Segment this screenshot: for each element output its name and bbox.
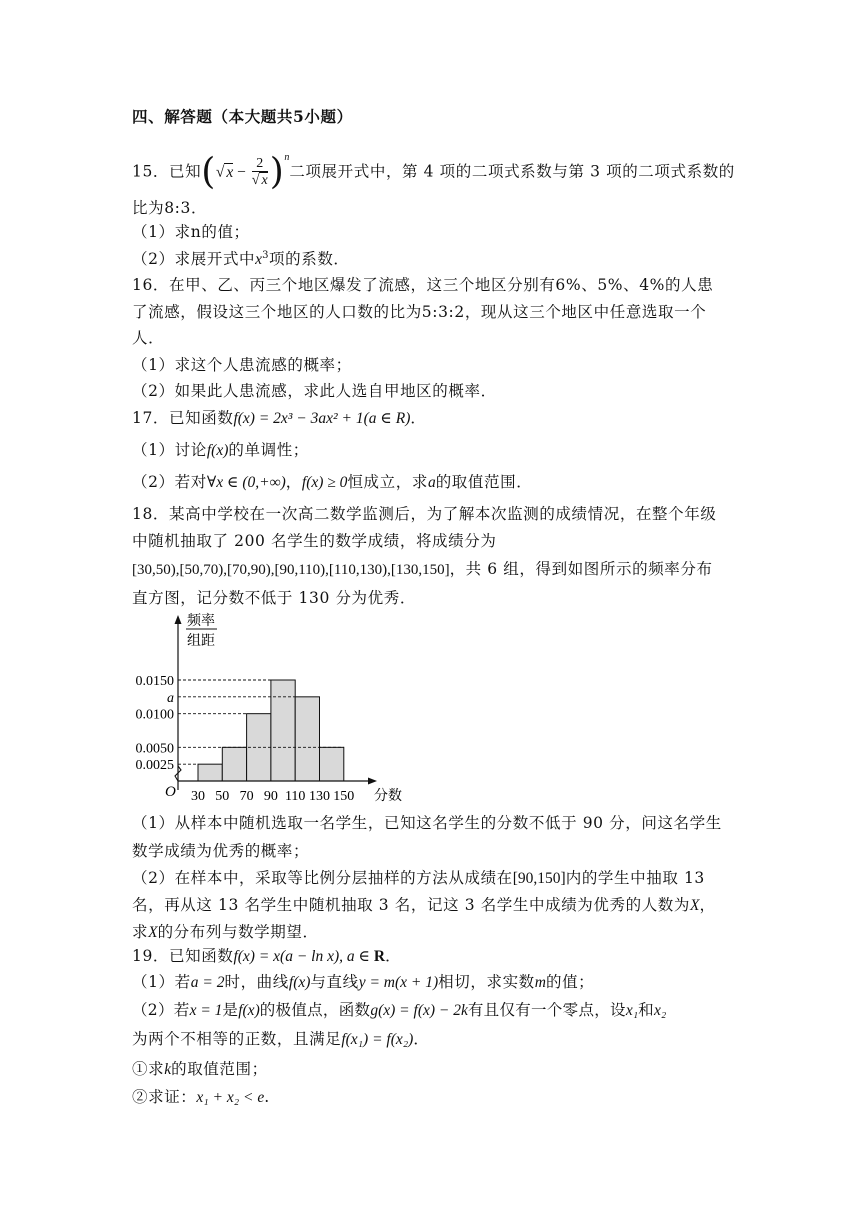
- q15-number: 15．已知: [132, 162, 202, 181]
- origin-label: O: [165, 784, 176, 800]
- q19-part2-and: 和: [638, 1001, 654, 1019]
- q18-line2: 中随机抽取了 200 名学生的数学成绩，将成绩分为: [132, 532, 497, 550]
- q19-sub1: [132, 1058, 268, 1081]
- q19-part2-text: （2）若: [132, 1001, 190, 1019]
- histogram-bar: [295, 697, 319, 781]
- y-label-top: 频率: [187, 614, 215, 629]
- m-variable: m: [534, 974, 546, 991]
- power: 3: [262, 249, 270, 261]
- q19-part2-text4: 有且仅有一个零点，设: [467, 1001, 626, 1019]
- q19-sub1-text: ①求: [132, 1060, 165, 1078]
- q17-part1: [132, 439, 309, 462]
- histogram-bar: [271, 680, 295, 781]
- k-variable: k: [164, 1061, 172, 1078]
- x-variable: x: [255, 251, 263, 268]
- sqrt-sign: √: [215, 163, 225, 181]
- q19-part1-text2: 时，曲线: [224, 973, 289, 991]
- comma: ，: [285, 473, 302, 491]
- x-axis-label: 分数: [374, 789, 402, 804]
- q19-part1-text4: 相切，求实数: [438, 973, 535, 991]
- x-tick-label: 30: [191, 789, 205, 804]
- X-variable: X: [690, 897, 700, 914]
- q19-text: 19．已知函数: [132, 947, 234, 965]
- q19-part1-tail: 的值；: [545, 973, 595, 991]
- x-tick-label: 110: [284, 789, 306, 804]
- q17-part1-text: （1）讨论: [132, 441, 207, 459]
- x-tick-label: 130: [309, 789, 330, 804]
- q15-line1: [132, 151, 735, 193]
- sqrt-x: x: [226, 163, 234, 181]
- q18-line1: 18．某高中学校在一次高二数学监测后，为了解本次监测的成绩情况，在整个年级: [132, 505, 717, 523]
- q16-line2: 了流感，假设这三个地区的人口数的比为5:3:2，现从这三个地区中任意选取一个: [132, 303, 707, 321]
- q19-part1-math2: f(x): [288, 974, 311, 991]
- q19-part1-line: y = m(x + 1): [358, 974, 439, 991]
- q18-part2-line2-text: 名，再从这 13 名学生中随机抽取 3 名，记这 3 名学生中成绩为优秀的人数为: [132, 896, 691, 914]
- q16-part2: （2）如果此人患流感，求此人选自甲地区的概率．: [132, 382, 497, 400]
- X-variable: X: [148, 924, 158, 941]
- q16-line3: 人．: [132, 329, 165, 347]
- q19-sub2-inequality: x₁ + x₂ < e: [196, 1089, 265, 1106]
- q19-part2-equation: f(x₁) = f(x₂): [341, 1031, 414, 1048]
- sqrt-sign: √: [251, 173, 260, 188]
- q16-part1: （1）求这个人患流感的概率；: [132, 356, 352, 374]
- histogram-bars: [198, 680, 344, 781]
- q18-part1-line1: （1）从样本中随机选取一名学生，已知这名学生的分数不低于 90 分，问这名学生: [132, 814, 722, 832]
- q19-sub1-tail: 的取值范围；: [171, 1060, 268, 1078]
- right-paren: ): [269, 151, 285, 193]
- q15-line2: 比为8:3．: [132, 199, 208, 217]
- y-tick-label: 0.0150: [135, 674, 174, 689]
- q18-part2-line2: [132, 894, 716, 917]
- q18-line3: [132, 558, 713, 581]
- q17-part2-text: （2）若对: [132, 473, 207, 491]
- q18-part2-text: （2）在样本中，采取等比例分层抽样的方法从成绩在: [132, 869, 513, 887]
- q17-part1-math: f(x): [206, 442, 229, 459]
- y-tick-labels: [136, 674, 175, 773]
- q19-sub2-text: ②求证：: [132, 1088, 197, 1106]
- x2-variable: x₂: [653, 1002, 667, 1019]
- reals-symbol: R: [373, 948, 386, 965]
- a-variable: a: [427, 474, 436, 491]
- q19-sub2-end: .: [264, 1088, 270, 1106]
- q19-end: ．: [385, 947, 402, 965]
- q17-part2-tail: 的取值范围．: [435, 473, 533, 491]
- q19-part2-line2-text: 为两个不相等的正数，且满足: [132, 1030, 342, 1048]
- q15-part2-tail: 项的系数．: [269, 250, 350, 268]
- exponent: n: [284, 152, 290, 164]
- q19-part1: [132, 971, 594, 994]
- fraction: [252, 156, 268, 189]
- q18-line3-tail: ，共 6 组，得到如图所示的频率分布: [449, 560, 713, 578]
- x1-variable: x₁: [625, 1002, 639, 1019]
- q15-part2-text: （2）求展开式中: [132, 250, 256, 268]
- q19-part2-text3: 的极值点，函数: [259, 1001, 371, 1019]
- q19-part1-text3: 与直线: [310, 973, 359, 991]
- q17-text: 17．已知函数: [132, 409, 234, 427]
- q17-part1-tail: 的单调性；: [228, 441, 309, 459]
- q17-inequality: f(x) ≥ 0: [301, 474, 348, 491]
- q17-domain: ∀x ∈ (0,+∞): [206, 474, 286, 491]
- x-axis-arrow: [368, 778, 377, 785]
- q17-function: f(x) = 2x³ − 3ax² + 1(a ∈ R): [233, 410, 411, 427]
- q18-part2-line3-tail: 的分布列与数学期望．: [157, 923, 319, 941]
- q18-part2-line3: [132, 921, 319, 944]
- q17-part2: [132, 471, 532, 494]
- q18-part2-tail: 内的学生中抽取 13: [565, 869, 705, 887]
- histogram-bar: [222, 747, 246, 781]
- q19-part2-line2: [132, 1028, 429, 1051]
- q19-part1-text: （1）若: [132, 973, 191, 991]
- x-tick-label: 150: [333, 789, 355, 804]
- q17-line1: [132, 407, 427, 430]
- q15-text: 二项展开式中，第 4 项的二项式系数与第 3 项的二项式系数的: [289, 162, 735, 181]
- y-axis-arrow: [175, 615, 182, 624]
- q19-part2-line1: [132, 999, 666, 1022]
- y-tick-label: 0.0050: [135, 741, 174, 757]
- q19-part2-math1: x = 1: [189, 1002, 223, 1019]
- minus-sign: −: [233, 163, 250, 181]
- x-tick-label: 50: [215, 789, 230, 804]
- y-tick-label: 0.0025: [135, 758, 174, 774]
- q19-part2-g: g(x) = f(x) − 2k: [370, 1002, 468, 1019]
- q18-part2-line1: [132, 867, 705, 890]
- q19-part1-math1: a = 2: [190, 974, 225, 991]
- q18-part1-line2: 数学成绩为优秀的概率；: [132, 842, 310, 860]
- x-tick-label: 70: [239, 789, 254, 804]
- y-tick-label: a: [167, 690, 174, 706]
- q19-part2-line2-end: ．: [413, 1030, 430, 1048]
- q18-line4: 直方图，记分数不低于 130 分为优秀．: [132, 589, 416, 607]
- section-title: 四、解答题（本大题共5小题）: [132, 107, 353, 126]
- q18-intervals: [30,50),[50,70),[70,90),[90,110),[110,130),[130,150]: [132, 562, 450, 578]
- fraction-numerator: 2: [252, 156, 268, 172]
- q15-part1: （1）求n的值；: [132, 223, 250, 241]
- histogram-bar: [198, 764, 222, 781]
- q17-end: ．: [410, 409, 427, 427]
- fraction-denominator: x: [261, 173, 268, 188]
- q19-line1: [132, 945, 401, 968]
- q19-sub2: [132, 1086, 270, 1109]
- q19-part2-math2: f(x): [238, 1002, 260, 1019]
- q18-part2-line3-text: 求: [132, 923, 149, 941]
- q19-part2-text2: 是: [222, 1001, 239, 1019]
- left-paren: (: [201, 151, 216, 193]
- q15-part2: [132, 248, 350, 271]
- comma: ，: [699, 896, 716, 914]
- q16-line1: 16．在甲、乙、丙三个地区爆发了流感，这三个地区分别有6%、5%、4%的人患: [132, 276, 714, 294]
- y-tick-label: 0.0100: [135, 707, 174, 723]
- x-tick-label: 90: [263, 789, 278, 804]
- q19-function: f(x) = x(a − ln x), a ∈: [233, 948, 374, 965]
- x-tick-labels: [191, 789, 354, 804]
- frequency-histogram: [125, 610, 405, 810]
- q17-part2-mid: 恒成立，求: [347, 473, 428, 491]
- y-label-bottom: 组距: [187, 634, 215, 649]
- histogram-bar: [320, 747, 344, 781]
- q18-interval: [90,150]: [512, 870, 566, 887]
